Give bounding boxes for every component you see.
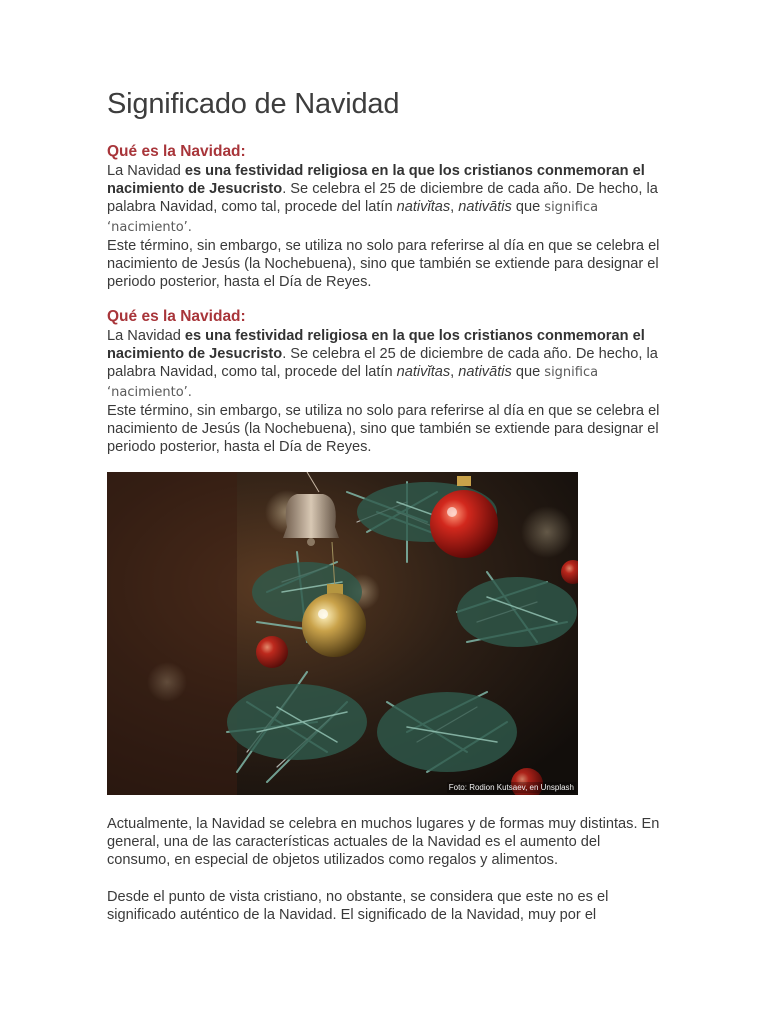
- text-run: que: [511, 364, 545, 381]
- paragraph: Actualmente, la Navidad se celebra en muchos lugares y de formas muy distintas. En general, una de las características actuales de la Navidad es el aumento del consumo, en especial de objetos utilizados como regalos y alimentos.: [107, 816, 660, 869]
- christmas-tree-illustration: [107, 472, 578, 795]
- text-run: . Se celebra el 25 de diciembre de cada año. De hecho, la palabra Navidad, como tal, procede del latín: [107, 346, 658, 381]
- section-paragraph-extension: Este término, sin embargo, se utiliza no solo para referirse al día en que se celebra el nacimiento de Jesús (la Nochebuena), sino que también se extiende para designar el periodo posterior, hasta el Día de Reyes.: [107, 237, 660, 291]
- italic-text-run: nativĭtas: [396, 364, 451, 381]
- body-paragraph-christian-view: [107, 888, 667, 924]
- text-run: La Navidad: [107, 328, 185, 344]
- bold-text-run: es una festividad religiosa en la que los cristianos conmemoran el nacimiento de Jesucristo: [107, 163, 645, 198]
- italic-text-run: nativātis: [458, 199, 512, 216]
- christmas-tree-photo: [107, 472, 578, 795]
- photo-credit: Foto: Rodion Kutsaev, en Unsplash: [448, 783, 574, 792]
- section-heading: Qué es la Navidad:: [107, 308, 246, 325]
- text-run: ,: [450, 199, 459, 216]
- section-paragraph-definition: [107, 327, 667, 402]
- page-title: Significado de Navidad: [107, 88, 400, 120]
- text-run: ,: [450, 364, 459, 381]
- bold-text-run: es una festividad religiosa en la que los cristianos conmemoran el nacimiento de Jesucristo: [107, 328, 645, 363]
- section-paragraph-extension: Este término, sin embargo, se utiliza no solo para referirse al día en que se celebra el nacimiento de Jesús (la Nochebuena), sino que también se extiende para designar el periodo posterior, hasta el Día de Reyes.: [107, 402, 660, 456]
- paragraph: Desde el punto de vista cristiano, no obstante, se considera que este no es el significado auténtico de la Navidad. El significado de la Navidad, muy por el: [107, 889, 609, 924]
- text-run: La Navidad: [107, 163, 185, 179]
- text-run-light: significa ‘nacimiento’.: [107, 365, 599, 400]
- section-que-es-navidad-1: [107, 142, 667, 291]
- italic-text-run: nativĭtas: [396, 199, 451, 216]
- text-run: que: [511, 199, 545, 216]
- italic-text-run: nativātis: [458, 364, 512, 381]
- text-run: . Se celebra el 25 de diciembre de cada año. De hecho, la palabra Navidad, como tal, procede del latín: [107, 181, 658, 216]
- section-heading: Qué es la Navidad:: [107, 143, 246, 160]
- section-que-es-navidad-2: [107, 307, 667, 456]
- body-paragraph-current: [107, 815, 667, 870]
- text-run-light: significa ‘nacimiento’.: [107, 200, 599, 235]
- section-paragraph-definition: [107, 162, 667, 237]
